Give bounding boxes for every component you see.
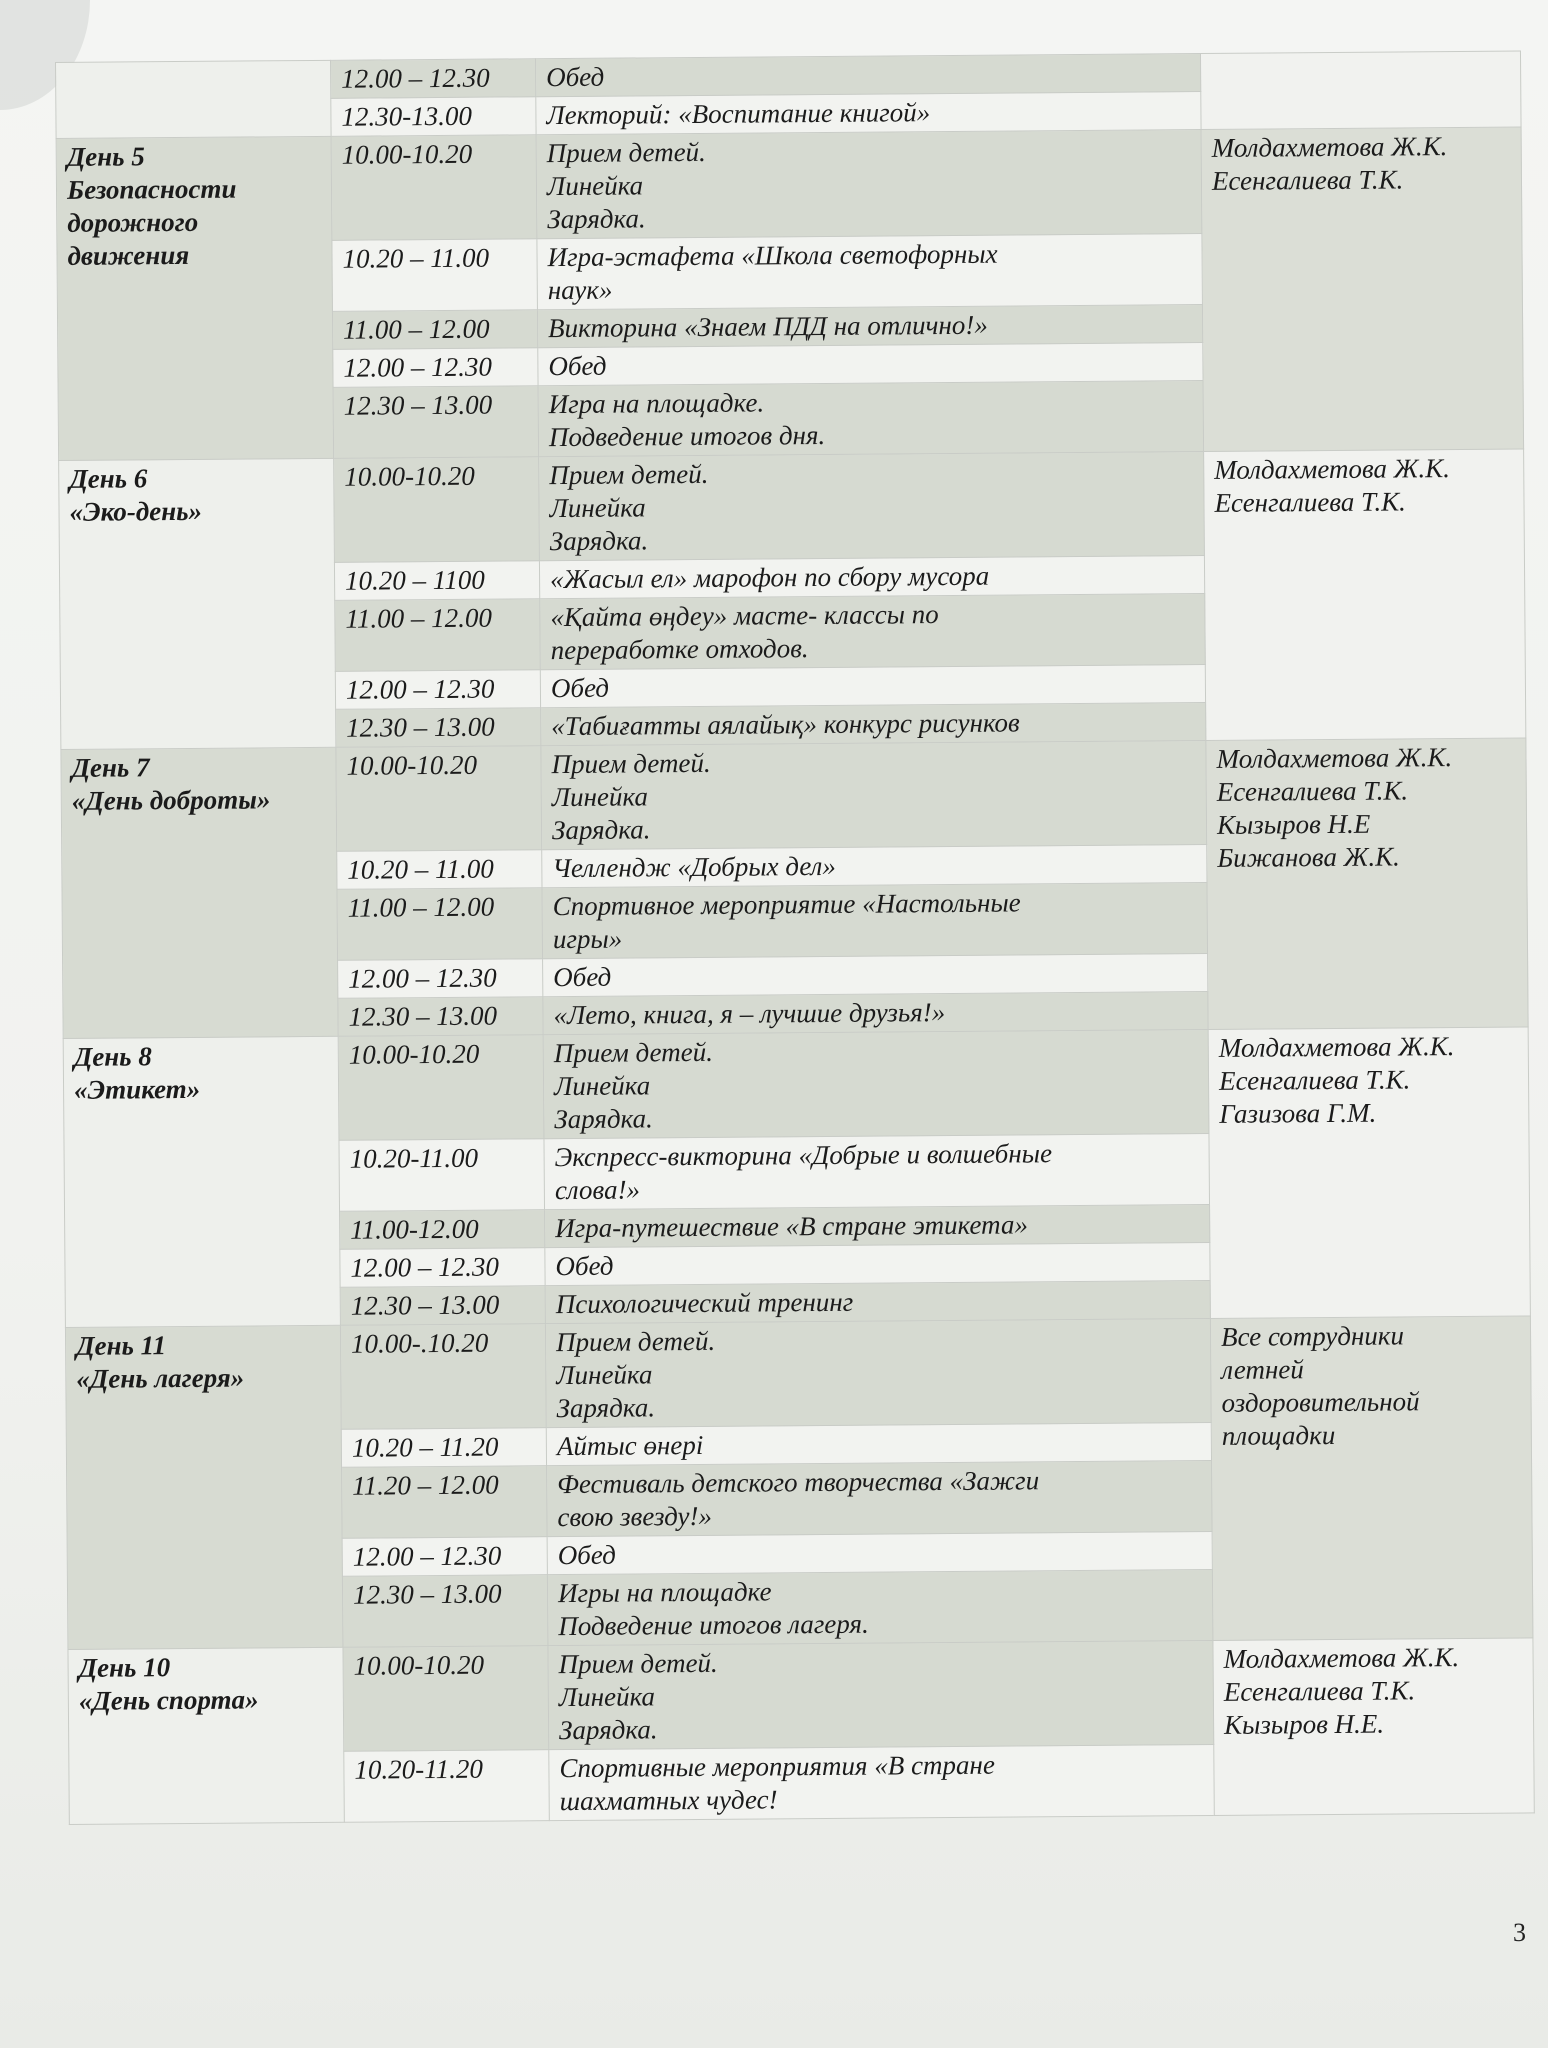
time-cell: 12.00 – 12.30 xyxy=(333,348,538,388)
responsible-cell xyxy=(1208,1027,1530,1319)
time-cell: 12.00 – 12.30 xyxy=(340,1248,545,1288)
activity-line: Подведение итогов дня. xyxy=(548,419,826,453)
activity-line: Викторина «Знаем ПДД на отлично!» xyxy=(547,309,988,344)
schedule-row xyxy=(68,1638,1534,1754)
responsible-person: Молдахметова Ж.К. xyxy=(1214,453,1451,485)
activity-line: Прием детей. xyxy=(553,1036,714,1069)
day-title-cell xyxy=(65,1325,343,1649)
time-cell: 12.00 – 12.30 xyxy=(342,1537,547,1577)
time-cell: 10.20 – 1100 xyxy=(334,561,539,601)
time-cell: 12.30 – 13.00 xyxy=(336,708,541,748)
activity-line: Спортивное мероприятие «Настольные xyxy=(552,887,1021,922)
time-cell: 12.30 – 13.00 xyxy=(338,997,543,1037)
activity-line: Психологический тренинг xyxy=(555,1286,854,1320)
activity-line: Игра-эстафета «Школа светофорных xyxy=(547,238,998,273)
activity-cell xyxy=(543,953,1208,996)
schedule-row xyxy=(56,127,1522,243)
schedule-row xyxy=(61,738,1527,854)
responsible-person: Есенгалиева Т.К. xyxy=(1211,164,1404,196)
time-cell: 10.00-10.20 xyxy=(336,746,542,852)
responsible-person: Молдахметова Ж.К. xyxy=(1223,1642,1460,1674)
activity-cell xyxy=(547,1531,1212,1574)
activity-cell xyxy=(535,54,1200,97)
day-title-cell xyxy=(68,1647,344,1824)
responsible-person: летней xyxy=(1221,1354,1304,1385)
activity-line: Прием детей. xyxy=(546,136,706,169)
activity-line: Обед xyxy=(555,1250,614,1282)
activity-line: Игра-путешествие «В стране этикета» xyxy=(555,1209,1029,1244)
activity-line: Обед xyxy=(557,1539,616,1571)
day-title-line: День 5 xyxy=(66,141,145,172)
activity-line: Прием детей. xyxy=(558,1647,718,1680)
activity-cell xyxy=(546,1422,1211,1465)
time-cell: 10.20-11.20 xyxy=(344,1750,550,1823)
activity-cell xyxy=(541,740,1207,849)
day-title-line: Безопасности xyxy=(66,173,237,205)
activity-line: Зарядка. xyxy=(551,814,651,846)
activity-cell xyxy=(539,555,1204,598)
schedule-row xyxy=(63,1027,1529,1143)
activity-cell xyxy=(545,1242,1210,1285)
day-title-line: «День лагеря» xyxy=(76,1362,245,1394)
day-title-cell xyxy=(61,747,338,1038)
responsible-person: Кызыров Н.Е. xyxy=(1223,1708,1385,1740)
activity-line: Экспресс-викторина «Добрые и волшебные xyxy=(554,1138,1053,1173)
activity-line: Фестиваль детского творчества «Зажги xyxy=(557,1465,1040,1500)
time-cell: 10.20-11.00 xyxy=(339,1139,545,1212)
responsible-cell xyxy=(1210,1316,1533,1641)
activity-cell xyxy=(539,451,1205,560)
activity-cell xyxy=(542,844,1207,887)
activity-line: Лекторий: «Воспитание книгой» xyxy=(546,97,931,131)
activity-line: «Жасыл ел» марофон по сбору мусора xyxy=(549,560,990,595)
activity-line: Зарядка. xyxy=(547,203,646,235)
activity-cell xyxy=(540,593,1206,669)
responsible-person: Есенгалиева Т.К. xyxy=(1223,1675,1416,1707)
day-title-line: «Этикет» xyxy=(73,1073,201,1105)
activity-cell xyxy=(545,1204,1210,1247)
day-title-line: День 10 xyxy=(78,1652,171,1683)
schedule-row xyxy=(65,1316,1531,1432)
activity-cell xyxy=(544,1133,1210,1209)
schedule-row xyxy=(59,449,1525,565)
time-cell: 10.20 – 11.00 xyxy=(332,239,538,312)
activity-line: слова!» xyxy=(554,1174,641,1206)
time-cell: 11.00 – 12.00 xyxy=(337,888,543,961)
responsible-cell xyxy=(1213,1638,1534,1816)
activity-line: игры» xyxy=(552,923,623,955)
time-cell: 12.30 – 13.00 xyxy=(340,1286,545,1326)
activity-line: «Лето, книга, я – лучшие друзья!» xyxy=(553,997,946,1031)
time-cell: 10.00-10.20 xyxy=(334,457,540,563)
activity-line: Линейка xyxy=(553,1070,651,1102)
day-title-line: «День спорта» xyxy=(78,1684,259,1716)
day-title-cell xyxy=(63,1036,340,1327)
camp-schedule-table xyxy=(55,50,1535,1824)
activity-line: Зарядка. xyxy=(554,1103,653,1135)
activity-line: переработке отходов. xyxy=(550,633,809,666)
time-cell: 11.00 – 12.00 xyxy=(332,310,537,350)
activity-line: Линейка xyxy=(551,781,649,813)
responsible-person: оздоровительной xyxy=(1221,1386,1420,1418)
day-title-line: День 11 xyxy=(75,1330,167,1361)
day-title-line: дорожного xyxy=(67,206,199,238)
responsible-person: Все сотрудники xyxy=(1220,1320,1405,1352)
day-title-cell xyxy=(56,136,334,460)
activity-cell xyxy=(536,130,1202,239)
activity-cell xyxy=(536,92,1201,135)
activity-line: Линейка xyxy=(549,492,646,524)
activity-line: Линейка xyxy=(556,1359,653,1391)
activity-line: шахматных чудес! xyxy=(559,1784,778,1817)
activity-cell xyxy=(545,1318,1211,1427)
activity-cell xyxy=(541,702,1206,745)
day-title-cell xyxy=(59,458,336,749)
activity-line: Прием детей. xyxy=(555,1325,716,1358)
activity-line: «Қайта өңдеу» масте- классы по xyxy=(550,599,939,633)
responsible-cell xyxy=(1201,127,1524,452)
activity-line: Игра на площадке. xyxy=(548,387,765,420)
time-cell: 10.00-.10.20 xyxy=(340,1324,546,1430)
responsible-person: площадки xyxy=(1221,1419,1336,1451)
activity-cell xyxy=(543,991,1208,1034)
day-title-line: движения xyxy=(67,239,190,271)
activity-cell xyxy=(547,1569,1213,1645)
activity-cell xyxy=(538,342,1203,385)
day-title-line: «День доброты» xyxy=(71,784,271,816)
time-cell: 11.20 – 12.00 xyxy=(342,1466,548,1539)
activity-cell xyxy=(547,1460,1213,1536)
activity-line: Зарядка. xyxy=(558,1714,658,1746)
activity-line: Айтыс өнері xyxy=(556,1429,704,1462)
time-cell: 11.00-12.00 xyxy=(340,1210,545,1250)
activity-line: Зарядка. xyxy=(556,1392,656,1424)
activity-line: Линейка xyxy=(546,170,644,202)
activity-cell xyxy=(538,380,1204,456)
activity-line: наук» xyxy=(547,274,613,306)
day-title-line: День 7 xyxy=(71,752,150,783)
activity-cell xyxy=(540,664,1205,707)
time-cell: 12.00 – 12.30 xyxy=(338,959,543,999)
time-cell: 12.30 – 13.00 xyxy=(342,1575,548,1648)
responsible-person: Кызыров Н.Е xyxy=(1216,808,1371,840)
responsible-person: Газизова Г.М. xyxy=(1219,1097,1377,1129)
responsible-person: Есенгалиева Т.К. xyxy=(1216,775,1409,807)
activity-cell xyxy=(537,233,1203,309)
day-title-line: «Эко-день» xyxy=(69,495,203,527)
activity-line: Обед xyxy=(550,672,610,704)
responsible-person: Есенгалиева Т.К. xyxy=(1218,1064,1411,1096)
day-title-cell xyxy=(56,60,332,138)
activity-line: Игры на площадке xyxy=(557,1576,772,1609)
time-cell: 12.00 – 12.30 xyxy=(335,670,540,710)
activity-line: Спортивные мероприятия «В стране xyxy=(559,1749,995,1784)
time-cell: 12.30 – 13.00 xyxy=(333,386,539,459)
responsible-person: Молдахметова Ж.К. xyxy=(1218,1031,1455,1063)
activity-cell xyxy=(543,1029,1209,1138)
activity-line: Линейка xyxy=(558,1681,656,1713)
time-cell: 10.20 – 11.00 xyxy=(337,850,542,890)
activity-line: Прием детей. xyxy=(551,747,711,780)
time-cell: 10.00-10.20 xyxy=(338,1035,544,1141)
time-cell: 11.00 – 12.00 xyxy=(335,599,541,672)
activity-cell xyxy=(549,1744,1215,1820)
responsible-person: Бижанова Ж.К. xyxy=(1217,841,1400,873)
activity-line: Обед xyxy=(546,61,605,93)
activity-line: Зарядка. xyxy=(549,525,649,557)
responsible-cell xyxy=(1204,449,1526,741)
activity-line: свою звезду!» xyxy=(557,1500,713,1533)
time-cell: 12.00 – 12.30 xyxy=(330,59,535,99)
activity-cell xyxy=(545,1280,1210,1323)
responsible-cell xyxy=(1206,738,1528,1030)
activity-cell xyxy=(542,882,1208,958)
time-cell: 12.30-13.00 xyxy=(331,97,536,137)
activity-line: Обед xyxy=(553,961,612,993)
schedule-row xyxy=(56,51,1521,101)
activity-line: Челлендж «Добрых дел» xyxy=(552,850,836,884)
day-title-line: День 6 xyxy=(69,463,148,494)
time-cell: 10.00-10.20 xyxy=(343,1646,549,1752)
activity-line: Обед xyxy=(548,350,607,382)
activity-cell xyxy=(548,1640,1214,1749)
responsible-person: Есенгалиева Т.К. xyxy=(1214,486,1406,518)
responsible-person: Молдахметова Ж.К. xyxy=(1211,131,1448,163)
schedule-body xyxy=(56,51,1535,1824)
activity-line: Прием детей. xyxy=(549,458,709,491)
time-cell: 10.00-10.20 xyxy=(331,135,537,241)
activity-line: «Табиғатты аялайық» конкурс рисунков xyxy=(551,707,1020,742)
day-title-line: День 8 xyxy=(73,1041,152,1072)
activity-line: Подведение итогов лагеря. xyxy=(558,1608,869,1642)
time-cell: 10.20 – 11.20 xyxy=(341,1428,546,1468)
responsible-cell xyxy=(1200,51,1521,130)
page-number: 3 xyxy=(1513,1918,1526,1947)
responsible-person: Молдахметова Ж.К. xyxy=(1216,742,1453,774)
activity-cell xyxy=(537,304,1202,347)
